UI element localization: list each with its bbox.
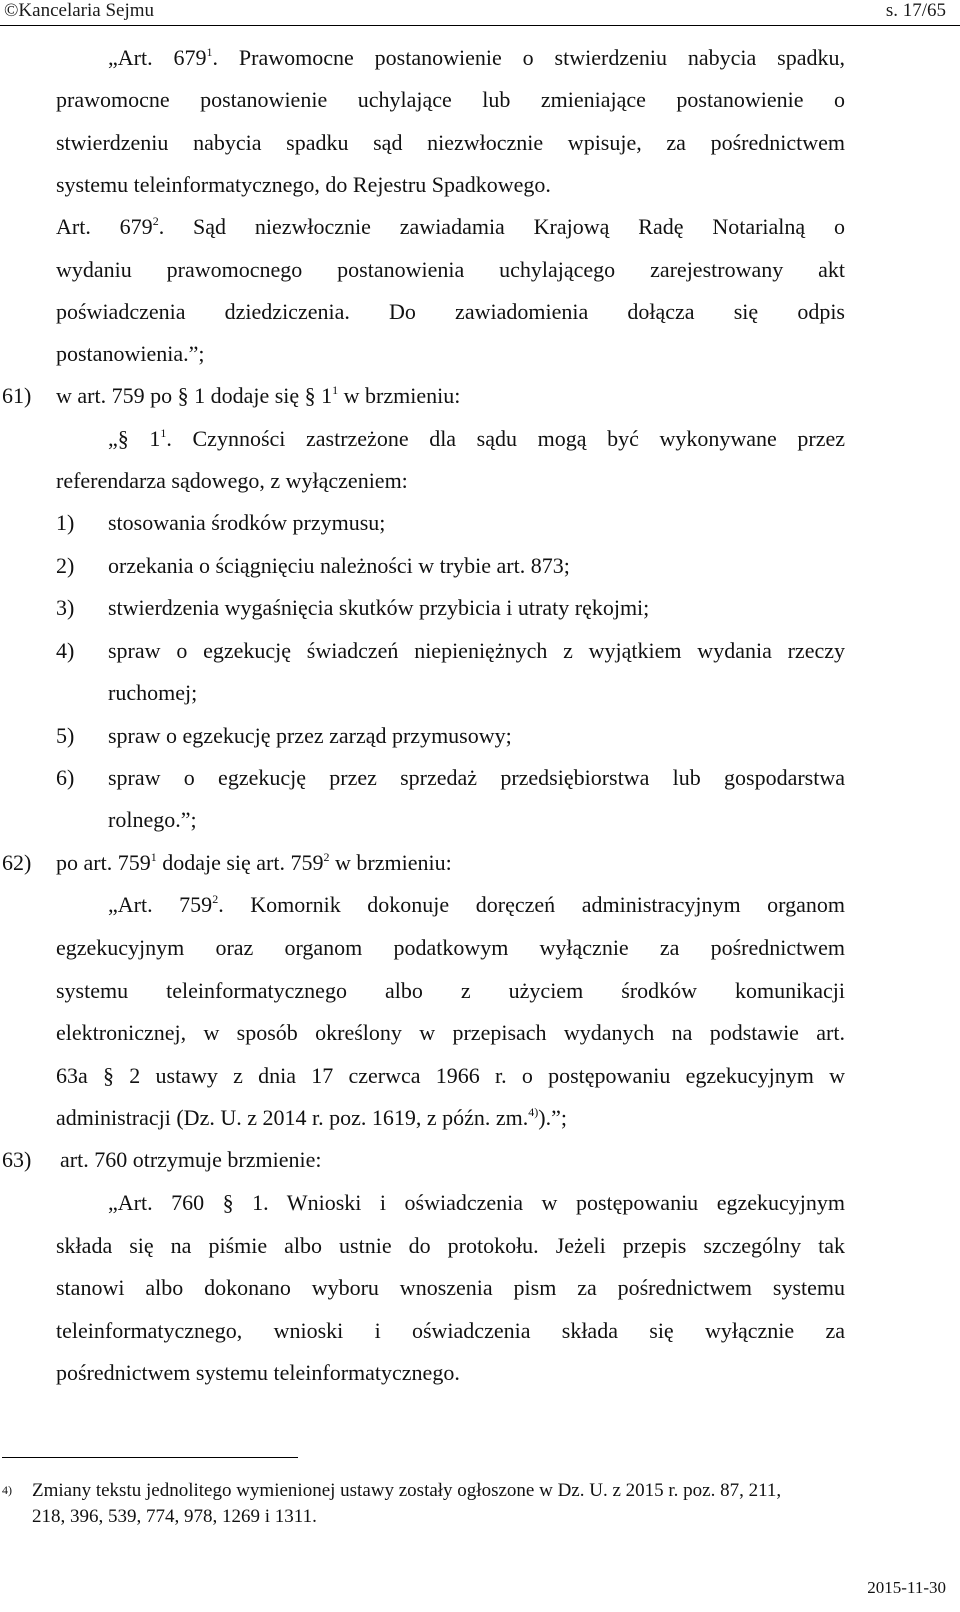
header-page-number: s. 17/65 [885,0,946,21]
header-copyright: ©Kancelaria Sejmu [4,0,155,21]
superscript: 1 [332,383,339,397]
text-segment: prawomocne postanowienie uchylające lub zmieniające postanowienie o [56,87,845,112]
text-segment: administracji (Dz. U. z 2014 r. poz. 1619, z późn. zm. [56,1105,529,1130]
text-line [56,1359,845,1387]
footnote-marker: 4) [2,1483,12,1497]
text-line [56,298,845,326]
list-number: 5) [56,723,75,748]
text-segment: „Art. 759 [108,892,213,917]
text-line [108,679,845,707]
text-segment: teleinformatycznego, wnioski i oświadczenia składa się wyłącznie za [56,1318,845,1343]
superscript: 4) [528,1105,539,1119]
text-line [56,977,845,1005]
text-segment: „Art. 760 § 1. Wnioski i oświadczenia w postępowaniu egzekucyjnym [108,1190,845,1215]
text-segment: spraw o egzekucję przez sprzedaż przedsiębiorstwa lub gospodarstwa [108,765,845,790]
text-line [108,764,845,792]
text-line [56,340,845,368]
text-line [56,382,845,410]
list-number: 3) [56,595,75,620]
superscript: 2 [323,850,330,864]
text-line [56,256,845,284]
list-number: 6) [56,765,75,790]
text-line [56,467,845,495]
footnote-line-1: Zmiany tekstu jednolitego wymienionej ustawy zostały ogłoszone w Dz. U. z 2015 r. poz. 87, 211, [32,1480,782,1501]
text-segment: orzekania o ściągnięciu należności w trybie art. 873; [108,553,570,578]
text-segment: art. 760 otrzymuje brzmienie: [60,1147,322,1172]
text-segment: 63a § 2 ustawy z dnia 17 czerwca 1966 r. o postępowaniu egzekucyjnym w [56,1063,845,1088]
superscript: 1 [206,45,213,59]
text-line [108,594,845,622]
text-line [56,129,845,157]
text-segment: elektronicznej, w sposób określony w przepisach wydanych na podstawie art. [56,1020,845,1045]
text-segment: dodaje się art. 759 [156,850,324,875]
text-segment: w brzmieniu: [329,850,452,875]
text-line [108,637,845,665]
list-number: 4) [56,638,75,663]
text-line [56,934,845,962]
text-segment: ruchomej; [108,680,198,705]
text-line [108,806,845,834]
superscript: 2 [212,892,219,906]
text-line [108,44,845,72]
list-number: 62) [2,850,32,875]
text-line [56,213,845,241]
header-rule [0,25,960,26]
text-line [108,425,845,453]
text-line [108,722,845,750]
text-line [56,171,845,199]
text-segment: stanowi albo dokonano wyboru wnoszenia pism za pośrednictwem systemu [56,1275,845,1300]
text-segment: w brzmieniu: [338,383,461,408]
list-number: 2) [56,553,75,578]
text-line [108,509,845,537]
text-line [108,1189,845,1217]
superscript: 1 [160,426,167,440]
text-segment: „§ 1 [108,426,161,451]
text-line [56,1274,845,1302]
text-line [56,1062,845,1090]
text-line [56,86,845,114]
text-segment: Art. 679 [56,214,153,239]
superscript: 1 [150,850,157,864]
text-segment: spraw o egzekucję przez zarząd przymusowy; [108,723,512,748]
text-segment: po art. 759 [56,850,151,875]
text-segment: poświadczenia dziedziczenia. Do zawiadomienia dołącza się odpis [56,299,845,324]
text-segment: stosowania środków przymusu; [108,510,386,535]
text-segment: postanowienia.”; [56,341,205,366]
text-line [56,1104,845,1132]
text-segment: stwierdzeniu nabycia spadku sąd niezwłocznie wpisuje, za pośrednictwem [56,130,845,155]
text-segment: systemu teleinformatycznego albo z użyciem środków komunikacji [56,978,845,1003]
text-segment: w art. 759 po § 1 dodaje się § 1 [56,383,333,408]
document-date: 2015-11-30 [867,1578,946,1597]
text-segment: stwierdzenia wygaśnięcia skutków przybicia i utraty rękojmi; [108,595,650,620]
text-segment: składa się na piśmie albo ustnie do protokołu. Jeżeli przepis szczególny tak [56,1233,845,1258]
text-line [108,891,845,919]
text-line [56,1232,845,1260]
text-segment: wydaniu prawomocnego postanowienia uchylającego zarejestrowany akt [56,257,845,282]
text-segment: ).”; [538,1105,567,1130]
text-segment: . Czynności zastrzeżone dla sądu mogą być wykonywane przez [166,426,846,451]
text-segment: rolnego.”; [108,807,197,832]
text-segment: . Prawomocne postanowienie o stwierdzeniu nabycia spadku, [212,45,845,70]
list-number: 61) [2,383,32,408]
list-number: 63) [2,1147,32,1172]
text-segment: . Sąd niezwłocznie zawiadamia Krajową Radę Notarialną o [158,214,846,239]
text-segment: . Komornik dokonuje doręczeń administracyjnym organom [218,892,845,917]
text-segment: „Art. 679 [108,45,207,70]
text-segment: spraw o egzekucję świadczeń niepieniężnych z wyjątkiem wydania rzeczy [108,638,845,663]
text-segment: egzekucyjnym oraz organom podatkowym wyłącznie za pośrednictwem [56,935,845,960]
footnote-line-2: 218, 396, 539, 774, 978, 1269 i 1311. [32,1506,317,1527]
text-segment: systemu teleinformatycznego, do Rejestru Spadkowego. [56,172,551,197]
text-segment: pośrednictwem systemu teleinformatycznego. [56,1360,460,1385]
text-line [56,1317,845,1345]
superscript: 2 [152,214,159,228]
footnote-rule [2,1457,298,1458]
text-line [60,1146,845,1174]
list-number: 1) [56,510,75,535]
text-line [56,849,845,877]
text-line [56,1019,845,1047]
text-segment: referendarza sądowego, z wyłączeniem: [56,468,408,493]
text-line [108,552,845,580]
